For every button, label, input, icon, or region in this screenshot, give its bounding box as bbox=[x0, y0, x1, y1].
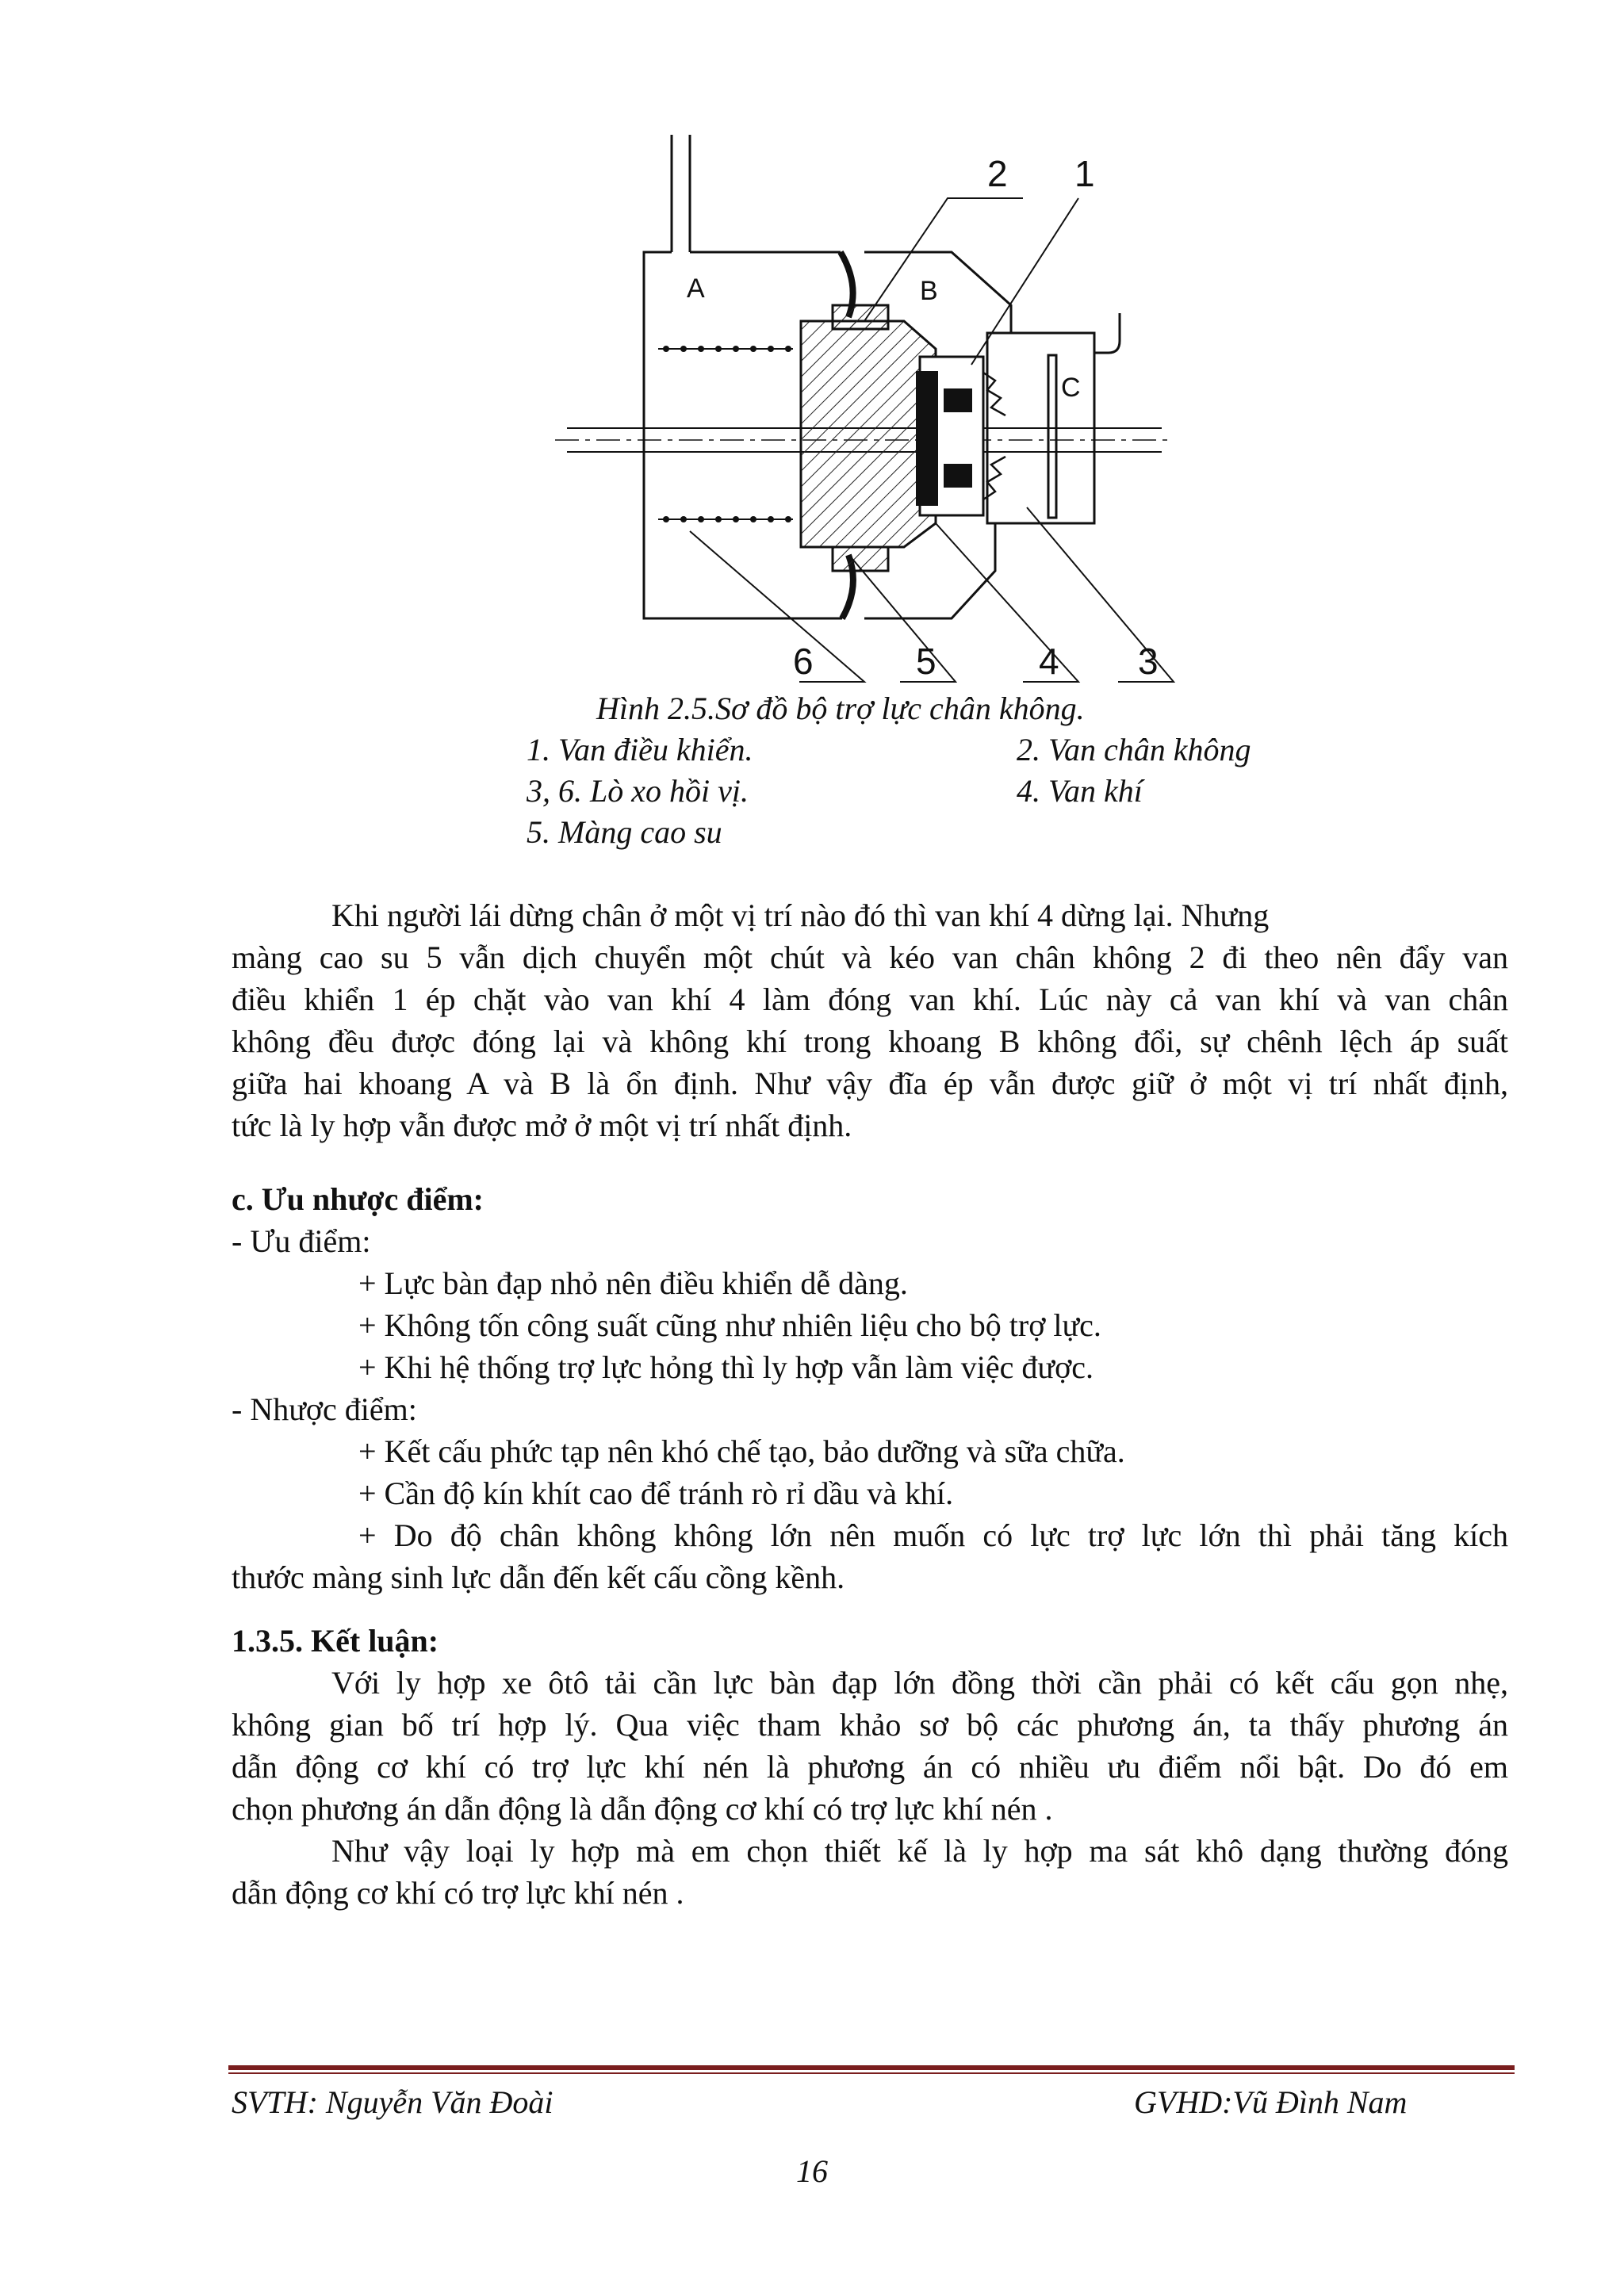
label-4: 4 bbox=[1039, 641, 1059, 682]
section-conclusion bbox=[232, 1620, 1508, 1914]
pros-item: + Không tốn công suất cũng như nhiên liệu cho bộ trợ lực. bbox=[358, 1307, 1101, 1343]
text-line: điều khiển 1 ép chặt vào van khí 4 làm đóng van khí. Lúc này cả van khí và van chân bbox=[232, 982, 1508, 1017]
paragraph-valve-hold bbox=[232, 894, 1508, 1146]
legend-item-1: 1. Van điều khiển. bbox=[527, 732, 753, 767]
vacuum-booster-diagram bbox=[547, 127, 1213, 698]
legend-item-2: 2. Van chân không bbox=[1017, 732, 1251, 767]
footer-advisor: GVHD:Vũ Đình Nam bbox=[1134, 2084, 1408, 2120]
label-3: 3 bbox=[1138, 641, 1159, 682]
section-heading: 1.3.5. Kết luận: bbox=[232, 1623, 439, 1659]
pros-item: + Lực bàn đạp nhỏ nên điều khiển dễ dàng. bbox=[358, 1265, 908, 1301]
label-5: 5 bbox=[916, 641, 936, 682]
text-line: giữa hai khoang A và B là ổn định. Như vậy đĩa ép vẫn được giữ ở một vị trí nhất định, bbox=[232, 1066, 1508, 1101]
legend-item-3-6: 3, 6. Lò xo hồi vị. bbox=[527, 773, 749, 809]
label-1: 1 bbox=[1074, 153, 1095, 194]
text-line: Như vậy loại ly hợp mà em chọn thiết kế là ly hợp ma sát khô dạng thường đóng bbox=[331, 1833, 1508, 1869]
footer-student: SVTH: Nguyễn Văn Đoài bbox=[232, 2084, 553, 2120]
footer-rule-thin bbox=[228, 2072, 1515, 2074]
text-line: không đều được đóng lại và không khí trong khoang B không đổi, sự chênh lệch áp suất bbox=[232, 1024, 1508, 1059]
text-line: màng cao su 5 vẫn dịch chuyển một chút và kéo van chân không 2 đi theo nên đẩy van bbox=[232, 939, 1508, 975]
pros-item: + Khi hệ thống trợ lực hỏng thì ly hợp vẫn làm việc được. bbox=[358, 1349, 1094, 1385]
chamber-b-label: B bbox=[920, 276, 938, 306]
cons-item-continued: thước màng sinh lực dẫn đến kết cấu cồng kềnh. bbox=[232, 1559, 845, 1595]
page-number: 16 bbox=[796, 2153, 828, 2189]
pros-label: - Ưu điểm: bbox=[232, 1223, 371, 1259]
cons-item: + Cần độ kín khít cao để tránh rò rỉ dầu và khí. bbox=[358, 1475, 954, 1511]
section-heading: c. Ưu nhược điểm: bbox=[232, 1181, 484, 1217]
label-2: 2 bbox=[987, 153, 1008, 194]
section-pros-cons bbox=[232, 1178, 1508, 1598]
text-line: không gian bố trí hợp lý. Qua việc tham khảo sơ bộ các phương án, ta thấy phương án bbox=[232, 1707, 1508, 1743]
text-line: chọn phương án dẫn động là dẫn động cơ khí có trợ lực khí nén . bbox=[232, 1791, 1053, 1827]
text-line: Khi người lái dừng chân ở một vị trí nào đó thì van khí 4 dừng lại. Nhưng bbox=[331, 897, 1270, 933]
cons-item: + Kết cấu phức tạp nên khó chế tạo, bảo dưỡng và sữa chữa. bbox=[358, 1433, 1125, 1469]
legend-item-4: 4. Van khí bbox=[1017, 773, 1143, 809]
footer-rule-thick bbox=[228, 2065, 1515, 2070]
text-line: dẫn động cơ khí có trợ lực khí nén là phương án có nhiều ưu điểm nổi bật. Do đó em bbox=[232, 1749, 1508, 1785]
label-6: 6 bbox=[793, 641, 814, 682]
cons-item: + Do độ chân không không lớn nên muốn có lực trợ lực lớn thì phải tăng kích bbox=[358, 1517, 1508, 1553]
cons-label: - Nhược điểm: bbox=[232, 1391, 417, 1427]
text-line: tức là ly hợp vẫn được mở ở một vị trí nhất định. bbox=[232, 1108, 852, 1143]
chamber-a-label: A bbox=[687, 274, 705, 304]
legend-item-5: 5. Màng cao su bbox=[527, 814, 722, 850]
chamber-c-label: C bbox=[1061, 373, 1081, 403]
text-line: dẫn động cơ khí có trợ lực khí nén . bbox=[232, 1875, 684, 1911]
text-line: Với ly hợp xe ôtô tải cần lực bàn đạp lớn đồng thời cần phải có kết cấu gọn nhẹ, bbox=[331, 1665, 1508, 1701]
figure-caption: Hình 2.5.Sơ đồ bộ trợ lực chân không. bbox=[596, 691, 1085, 726]
